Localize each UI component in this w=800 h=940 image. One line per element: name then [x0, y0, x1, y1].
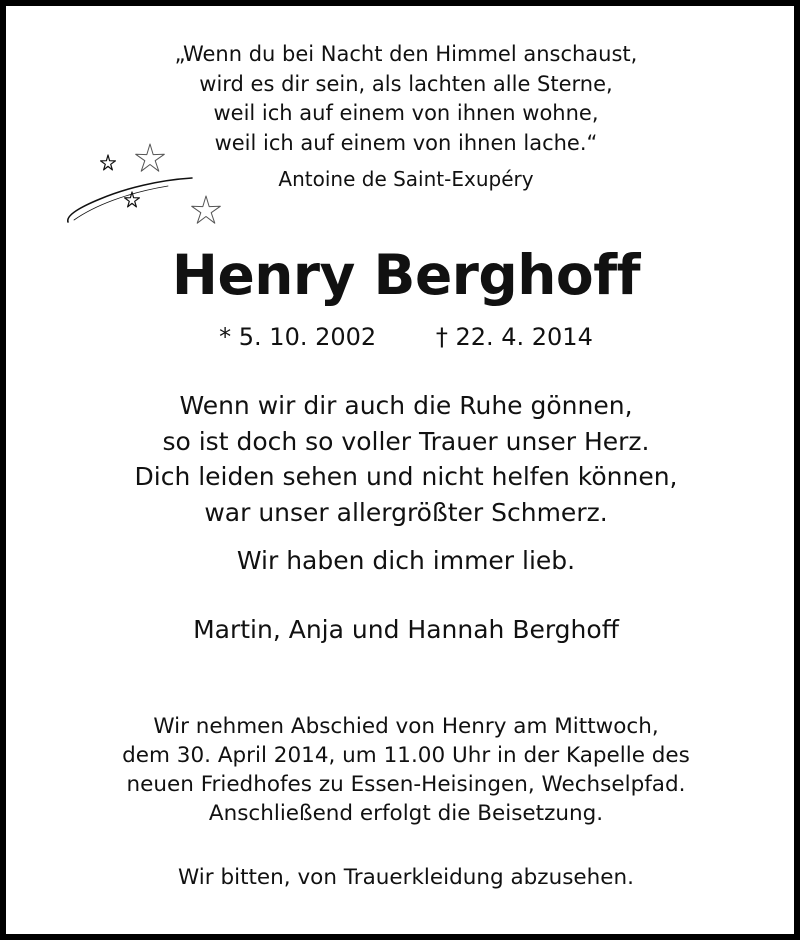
verse-line: war unser allergrößter Schmerz.	[204, 497, 608, 527]
love-line: Wir haben dich immer lieb.	[236, 546, 576, 575]
death-date: † 22. 4. 2014	[435, 323, 593, 351]
birth-date: * 5. 10. 2002	[219, 323, 377, 351]
memorial-verse	[6, 388, 800, 530]
life-dates	[6, 322, 800, 352]
verse-line: so ist doch so voller Trauer unser Herz.	[162, 426, 650, 456]
quote-line: weil ich auf einem von ihnen wohne,	[213, 101, 599, 125]
funeral-line: neuen Friedhofes zu Essen-Heisingen, Wechselpfad.	[126, 772, 686, 797]
quote-line: weil ich auf einem von ihnen lache.“	[214, 130, 598, 155]
attire-request: Wir bitten, von Trauerkleidung abzusehen.	[178, 865, 634, 890]
family-names: Martin, Anja und Hannah Berghoff	[193, 615, 619, 644]
quote-line: wird es dir sein, als lachten alle Sterne,	[199, 71, 613, 96]
shooting-stars-icon	[64, 136, 234, 236]
verse-line: Dich leiden sehen und nicht helfen können,	[134, 462, 678, 491]
verse-line: Wenn wir dir auch die Ruhe gönnen,	[179, 391, 633, 420]
funeral-details	[6, 712, 800, 828]
funeral-line: Anschließend erfolgt die Beisetzung.	[208, 801, 604, 826]
funeral-line: Wir nehmen Abschied von Henry am Mittwoch,	[153, 714, 659, 739]
quote-author: Antoine de Saint-Exupéry	[278, 167, 534, 191]
deceased-name: Henry Berghoff	[171, 243, 641, 307]
funeral-line: dem 30. April 2014, um 11.00 Uhr in der Kapelle des	[122, 743, 690, 768]
quote-line: „Wenn du bei Nacht den Himmel anschaust,	[174, 42, 638, 66]
